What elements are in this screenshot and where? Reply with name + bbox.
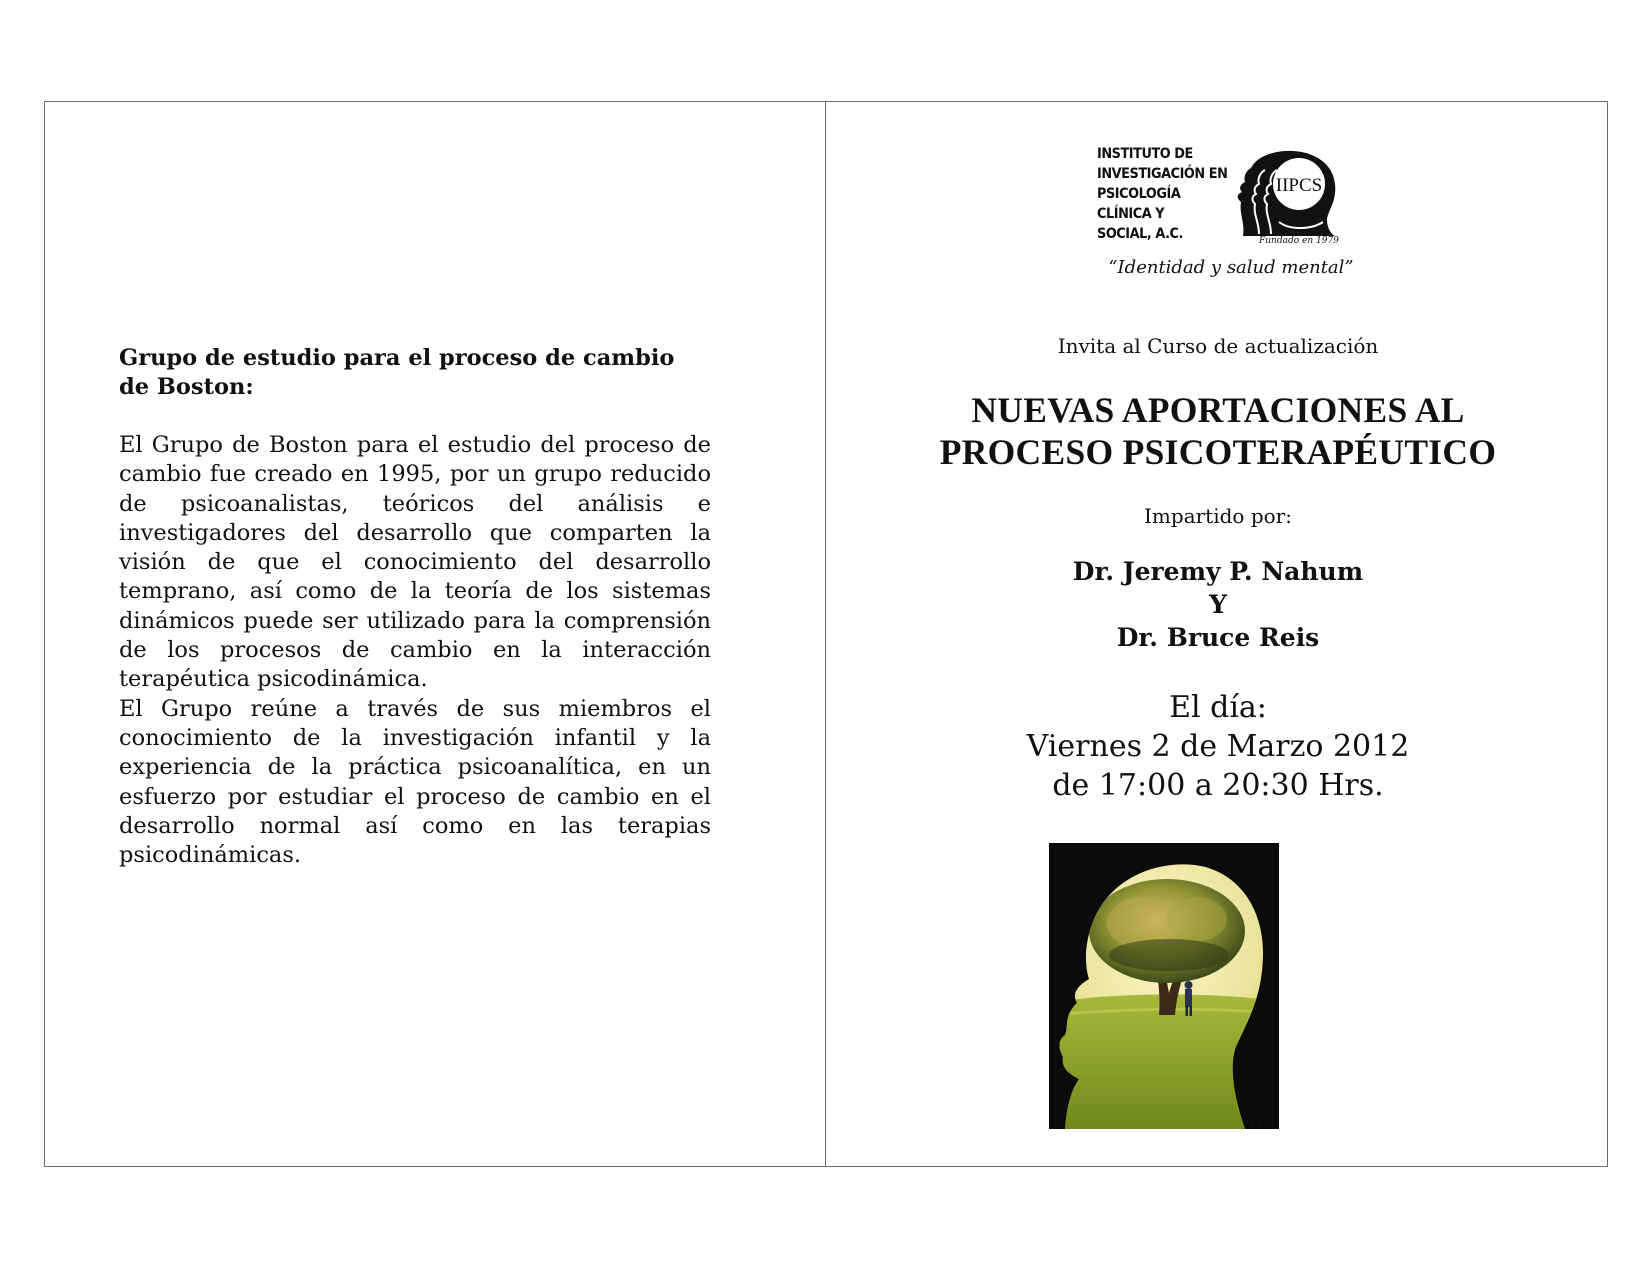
institute-motto: “Identidad y salud mental” xyxy=(1108,257,1354,278)
head-tree-illustration xyxy=(1049,843,1279,1129)
speakers xyxy=(827,555,1609,654)
institute-name-line: PSICOLOGÍA xyxy=(1097,186,1181,202)
time-value: de 17:00 a 20:30 Hrs. xyxy=(1052,768,1384,803)
heading-line-1: Grupo de estudio para el proceso de cambio xyxy=(119,345,675,371)
institute-name-line: SOCIAL, A.C. xyxy=(1097,226,1183,242)
taught-by-label: Impartido por: xyxy=(1144,504,1292,528)
left-panel xyxy=(119,344,711,870)
description-paragraph-2: El Grupo reúne a través de sus miembros el conocimiento de la investigación infantil y la experiencia de la práctica psicoanalítica, en un esfuerzo por estudiar el proceso de cambio en el desarrollo normal así como en las terapias psicodinámicas. xyxy=(119,695,711,869)
logo-acronym: IIPCS xyxy=(1275,175,1323,196)
institute-name-line: INSTITUTO DE xyxy=(1097,146,1193,162)
svg-text:. . . . .: . . . . . xyxy=(1237,1119,1270,1125)
founded-note: Fundado en 1979 xyxy=(1259,236,1339,246)
date-label: El día: xyxy=(1169,690,1267,725)
event-date xyxy=(827,688,1609,805)
institute-name-line: CLÍNICA Y xyxy=(1097,206,1165,222)
fold-divider xyxy=(825,102,826,1166)
course-title xyxy=(827,389,1609,473)
course-title-line-2: PROCESO PSICOTERAPÉUTICO xyxy=(939,432,1497,472)
invitation-intro: Invita al Curso de actualización xyxy=(1057,334,1379,358)
description-paragraph-1: El Grupo de Boston para el estudio del proceso de cambio fue creado en 1995, por un grupo reducido de psicoanalistas, teóricos del análisis e investigadores del desarrollo que comparten la visión de que el conocimiento del desarrollo temprano, así como de la teoría de los sistemas dinámicos puede ser utilizado para la comprensión de los procesos de cambio en la interacción terapéutica psicodinámica. xyxy=(119,432,711,693)
course-title-line-1: NUEVAS APORTACIONES AL xyxy=(971,390,1465,430)
right-panel xyxy=(827,102,1609,1166)
date-value: Viernes 2 de Marzo 2012 xyxy=(1026,729,1410,764)
speaker-conjunction: Y xyxy=(1209,590,1227,619)
section-heading xyxy=(119,344,711,402)
brochure-sheet xyxy=(44,101,1608,1167)
institute-name-line: INVESTIGACIÓN EN xyxy=(1097,166,1228,182)
institute-name xyxy=(1097,144,1235,244)
speaker-2: Dr. Bruce Reis xyxy=(1116,623,1320,652)
institute-logo xyxy=(1097,144,1367,284)
head-profile-icon xyxy=(1235,150,1365,242)
heading-line-2: de Boston: xyxy=(119,374,254,400)
speaker-1: Dr. Jeremy P. Nahum xyxy=(1072,557,1364,586)
